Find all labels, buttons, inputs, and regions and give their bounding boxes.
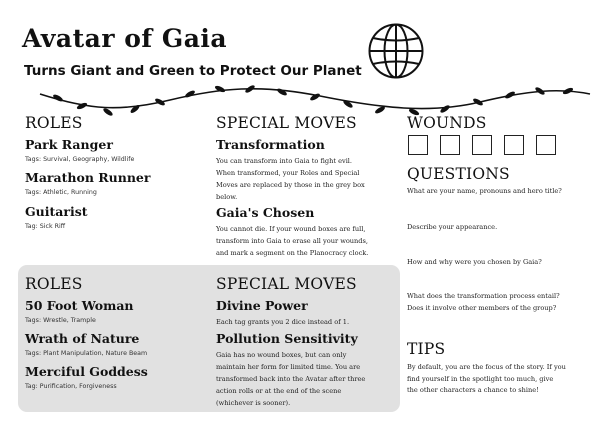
globe-icon [367, 22, 425, 80]
special-moves-heading: SPECIAL MOVES [216, 114, 357, 132]
question: Describe your appearance. [407, 223, 498, 231]
wound-checkbox[interactable] [440, 135, 460, 155]
move-description: You can transform into Gaia to fight evil. When transformed, your Roles and Special Moves are replaced by those in the grey box below. [216, 157, 365, 201]
wound-checkbox[interactable] [472, 135, 492, 155]
role-tags: Tags: Athletic, Running [25, 189, 97, 196]
gaia-special-moves-heading: SPECIAL MOVES [216, 275, 357, 293]
role-tags: Tags: Survival, Geography, Wildlife [25, 156, 135, 163]
move-name: Divine Power [216, 298, 308, 313]
page-title: Avatar of Gaia [22, 24, 228, 53]
role-name: Merciful Goddess [25, 364, 148, 379]
move-description: Gaia has no wound boxes, but can only maintain her form for limited time. You are transformed back into the Avatar after three action rolls or at the end of the scene (whichever is sooner). [216, 351, 366, 407]
wound-checkbox[interactable] [408, 135, 428, 155]
role-name: Park Ranger [25, 137, 113, 152]
move-name: Pollution Sensitivity [216, 331, 358, 346]
role-tags: Tag: Purification, Forgiveness [25, 383, 117, 390]
gaia-roles-heading: ROLES [25, 275, 83, 293]
role-tags: Tags: Plant Manipulation, Nature Beam [25, 350, 148, 357]
roles-heading: ROLES [25, 114, 83, 132]
move-description: You cannot die. If your wound boxes are full, transform into Gaia to erase all your wounds, and mark a segment on the Planocracy clock. [216, 225, 369, 257]
move-name: Transformation [216, 137, 325, 152]
tips-heading: TIPS [407, 340, 446, 358]
tips-text: By default, you are the focus of the story. If you find yourself in the spotlight too much, give the other characters a chance to shine! [407, 363, 566, 394]
role-name: Guitarist [25, 204, 88, 219]
move-description: Each tag grants you 2 dice instead of 1. [216, 318, 350, 326]
role-name: Wrath of Nature [25, 331, 140, 346]
wounds-heading: WOUNDS [407, 114, 487, 132]
role-tags: Tag: Sick Riff [25, 223, 66, 230]
question: What are your name, pronouns and hero title? [407, 187, 562, 195]
move-name: Gaia's Chosen [216, 205, 315, 220]
question: How and why were you chosen by Gaia? [407, 258, 542, 266]
role-name: Marathon Runner [25, 170, 151, 185]
wound-checkbox[interactable] [536, 135, 556, 155]
role-tags: Tags: Wrestle, Trample [25, 317, 96, 324]
page-subtitle: Turns Giant and Green to Protect Our Planet [24, 63, 362, 79]
question: What does the transformation process entail? Does it involve other members of the group? [407, 292, 560, 312]
wound-checkbox[interactable] [504, 135, 524, 155]
role-name: 50 Foot Woman [25, 298, 134, 313]
questions-heading: QUESTIONS [407, 165, 510, 183]
